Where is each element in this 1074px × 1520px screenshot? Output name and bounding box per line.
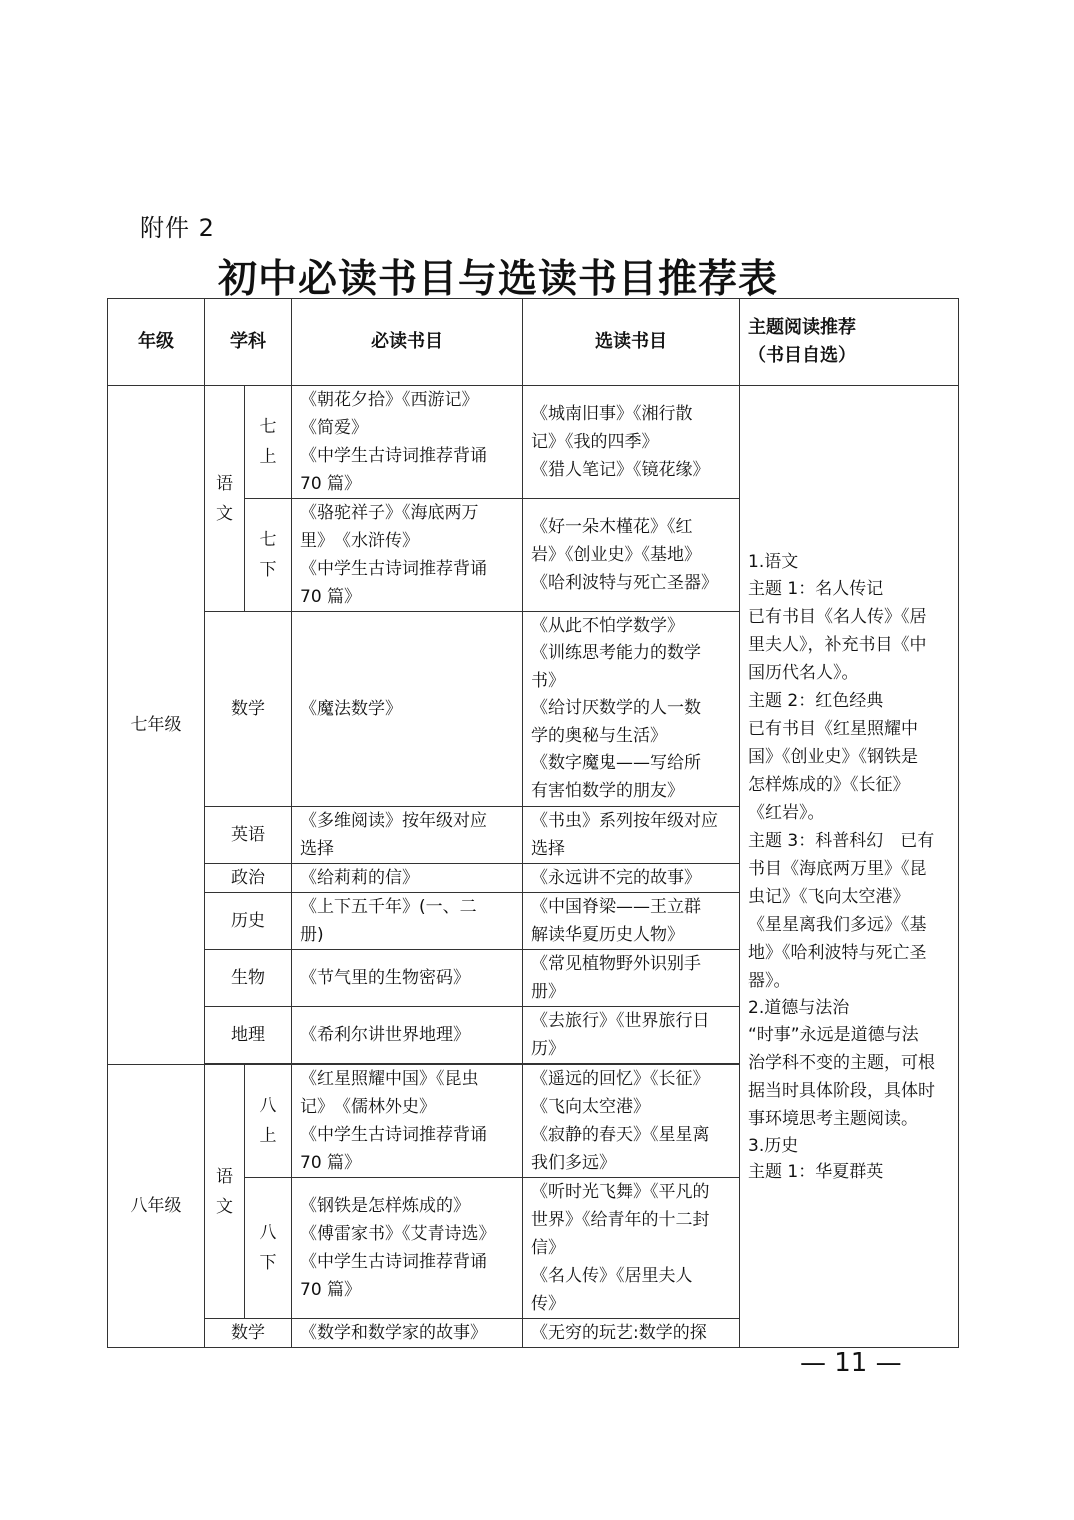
theme-line: 怎样炼成的》《长征》 [748, 774, 910, 795]
theme-line: 已有书目《红星照耀中 [748, 718, 918, 739]
grade7-history-optional: 《中国脊梁——王立群 解读华夏历史人物》 [523, 893, 740, 950]
grade7-biology-label: 生物 [205, 950, 292, 1007]
grade8-term-up-optional: 《遥远的回忆》《长征》 《飞向太空港》 《寂静的春天》《星星离 我们多远》 [523, 1065, 740, 1178]
theme-line: 事环境思考主题阅读。 [748, 1108, 918, 1129]
theme-line: 《星星离我们多远》《基 [748, 914, 927, 935]
theme-section-title: 1.语文 [748, 551, 799, 572]
grade8-term-down-optional: 《听时光飞舞》《平凡的 世界》《给青年的十二封 信》 《名人传》《居里夫人 传》 [523, 1178, 740, 1319]
grade7-biology-optional: 《常见植物野外识别手 册》 [523, 950, 740, 1007]
theme-line: “时事”永远是道德与法 [748, 1024, 919, 1045]
page-title: 初中必读书目与选读书目推荐表 [218, 256, 779, 302]
theme-section-title: 3.历史 [748, 1135, 799, 1156]
grade7-english-required: 《多维阅读》按年级对应 选择 [292, 807, 523, 864]
table-row [108, 386, 959, 499]
theme-line: 已有书目《名人传》《居 [748, 606, 927, 627]
grade8-term-up: 八上 [245, 1065, 292, 1178]
grade7-math-optional: 《从此不怕学数学》 《训练思考能力的数学 书》 《给讨厌数学的人一数 学的奥秘与生活》 《数字魔鬼——写给所 有害怕数学的朋友》 [523, 612, 740, 807]
header-required: 必读书目 [292, 299, 523, 386]
grade8-term-up-required: 《红星照耀中国》《昆虫 记》 《儒林外史》 《中学生古诗词推荐背诵 70 篇》 [292, 1065, 523, 1178]
reading-list-table [107, 298, 959, 1348]
grade7-politics-optional: 《永远讲不完的故事》 [523, 864, 740, 893]
grade7-term-down: 七下 [245, 499, 292, 612]
grade7-politics-label: 政治 [205, 864, 292, 893]
grade7-math-required: 《魔法数学》 [292, 612, 523, 807]
header-row [108, 299, 959, 386]
grade8-label: 八年级 [108, 1065, 205, 1348]
grade7-chinese-label: 语文 [205, 386, 245, 612]
header-optional: 选读书目 [523, 299, 740, 386]
theme-line: 虫记》《飞向太空港》 [748, 886, 910, 907]
grade7-geography-label: 地理 [205, 1007, 292, 1064]
theme-line: 国历代名人》。 [748, 662, 859, 683]
grade7-term-up: 七上 [245, 386, 292, 499]
grade7-english-optional: 《书虫》系列按年级对应 选择 [523, 807, 740, 864]
attachment-label: 附件 2 [140, 214, 215, 242]
grade8-chinese-label: 语文 [205, 1065, 245, 1319]
theme-line: 主题 2：红色经典 [748, 690, 884, 711]
header-grade: 年级 [108, 299, 205, 386]
theme-section-title: 2.道德与法治 [748, 997, 850, 1018]
header-subject: 学科 [205, 299, 292, 386]
theme-line: 主题 1：华夏群英 [748, 1161, 884, 1182]
grade7-history-required: 《上下五千年》(一、二 册) [292, 893, 523, 950]
header-theme [740, 299, 959, 386]
header-theme-line1: 主题阅读推荐 [748, 317, 856, 338]
grade7-english-label: 英语 [205, 807, 292, 864]
grade7-geography-required: 《希利尔讲世界地理》 [292, 1007, 523, 1064]
grade8-term-down: 八下 [245, 1178, 292, 1319]
grade8-term-down-required: 《钢铁是怎样炼成的》 《傅雷家书》《艾青诗选》 《中学生古诗词推荐背诵 70 篇》 [292, 1178, 523, 1319]
theme-line: 主题 1：名人传记 [748, 578, 884, 599]
grade7-math-label: 数学 [205, 612, 292, 807]
grade7-history-label: 历史 [205, 893, 292, 950]
theme-line: 地》《哈利波特与死亡圣 [748, 942, 927, 963]
theme-line: 书目《海底两万里》《昆 [748, 858, 927, 879]
grade8-math-label: 数学 [205, 1319, 292, 1348]
theme-reading-cell [740, 386, 959, 1348]
grade7-term-down-optional: 《好一朵木槿花》《红 岩》《创业史》《基地》 《哈利波特与死亡圣器》 [523, 499, 740, 612]
theme-line: 国》《创业史》《钢铁是 [748, 746, 918, 767]
grade7-politics-required: 《给莉莉的信》 [292, 864, 523, 893]
grade7-term-down-required: 《骆驼祥子》《海底两万 里》 《水浒传》 《中学生古诗词推荐背诵 70 篇》 [292, 499, 523, 612]
theme-line: 主题 3：科普科幻 已有 [748, 830, 935, 851]
grade7-geography-optional: 《去旅行》《世界旅行日 历》 [523, 1007, 740, 1064]
grade7-term-up-optional: 《城南旧事》《湘行散 记》《我的四季》 《猎人笔记》《镜花缘》 [523, 386, 740, 499]
theme-line: 《红岩》。 [748, 802, 825, 823]
grade8-math-required: 《数学和数学家的故事》 [292, 1319, 523, 1348]
theme-line: 里夫人》，补充书目《中 [748, 634, 927, 655]
grade7-term-up-required: 《朝花夕拾》《西游记》 《简爱》 《中学生古诗词推荐背诵 70 篇》 [292, 386, 523, 499]
grade7-biology-required: 《节气里的生物密码》 [292, 950, 523, 1007]
header-theme-line2: （书目自选） [748, 345, 856, 366]
theme-line: 器》。 [748, 970, 791, 991]
page-number: — 11 — [800, 1348, 902, 1378]
theme-line: 治学科不变的主题，可根 [748, 1052, 935, 1073]
grade8-math-optional: 《无穷的玩艺:数学的探 [523, 1319, 740, 1348]
grade7-label: 七年级 [108, 386, 205, 1065]
theme-line: 据当时具体阶段，具体时 [748, 1080, 935, 1101]
